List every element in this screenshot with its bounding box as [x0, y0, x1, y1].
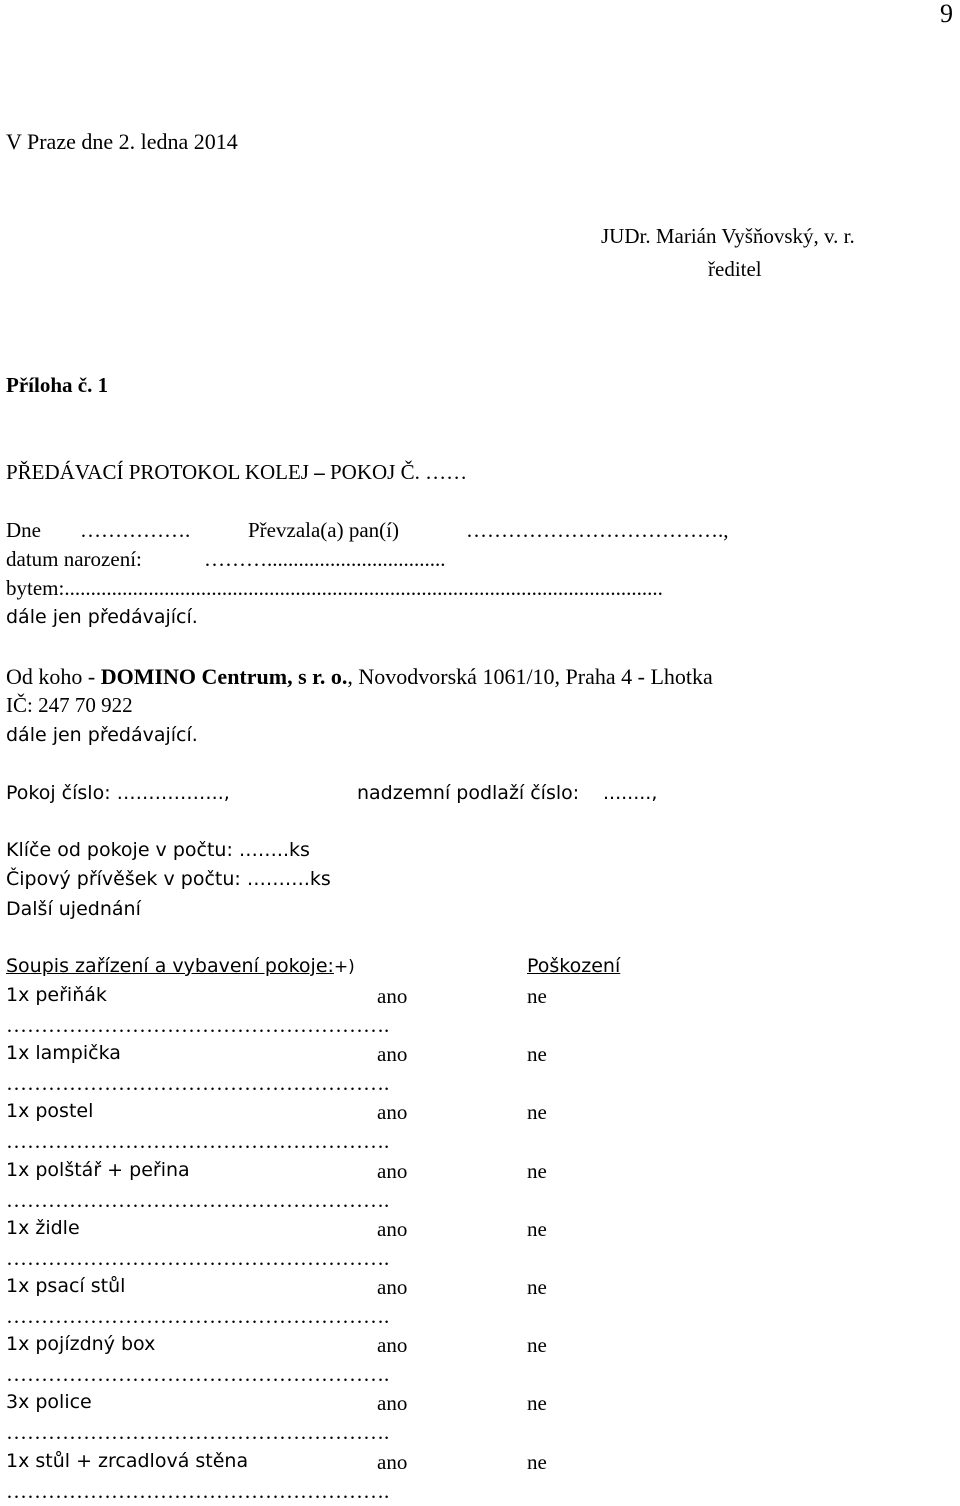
inventory-item-name: 1x židle — [6, 1216, 80, 1239]
inventory-header-right: Poškození — [527, 955, 621, 977]
inventory-yes-option[interactable]: ano — [377, 1042, 408, 1067]
inventory-no-option[interactable]: ne — [527, 1100, 547, 1125]
inventory-header — [6, 955, 951, 978]
inventory-notes-dots: ………………………………………………. — [6, 1362, 390, 1387]
inventory-no-option[interactable]: ne — [527, 1333, 547, 1358]
birth-dots: ……….................................. — [204, 547, 446, 571]
inventory-item-name: 1x psací stůl — [6, 1275, 126, 1297]
inventory-yes-option[interactable]: ano — [377, 1275, 408, 1299]
attachment-label — [6, 373, 108, 398]
inventory-item-name: 1x stůl + zrcadlová stěna — [6, 1449, 249, 1472]
keys-value: ……..ks — [238, 839, 310, 861]
inventory-no-option[interactable]: ne — [527, 1449, 547, 1474]
inventory-item-name: 1x postel — [6, 1100, 94, 1123]
date-label: Dne — [6, 518, 41, 542]
keys-line — [6, 839, 310, 862]
inventory-notes-dots: ………………………………………………. — [6, 1129, 390, 1154]
chip-value: ……….ks — [246, 868, 331, 890]
inventory-notes-dots: ………………………………………………. — [6, 1071, 390, 1096]
inventory-item-name: 1x pojízdný box — [6, 1333, 156, 1356]
birth-label: datum narození: — [6, 547, 142, 571]
inventory-no-option[interactable]: ne — [527, 1216, 547, 1241]
signatory-title: ředitel — [708, 257, 762, 281]
protocol-heading-suffix: POKOJ Č. …… — [324, 460, 468, 484]
birth-line — [6, 547, 951, 572]
inventory-yes-option[interactable]: ano — [377, 1391, 408, 1416]
chip-line — [6, 868, 331, 891]
from-party-role: dále jen předávající. — [6, 724, 198, 746]
inventory-yes-option[interactable]: ano — [377, 1333, 408, 1358]
company-name: DOMINO Centrum, s r. o. — [100, 664, 348, 689]
inventory-row — [6, 1450, 951, 1506]
inventory-row — [6, 1100, 951, 1156]
inventory-item-name: 3x police — [6, 1391, 92, 1414]
chip-label: Čipový přívěšek v počtu: — [6, 868, 247, 890]
inventory-no-option[interactable]: ne — [527, 1275, 547, 1299]
inventory-row — [6, 1159, 951, 1215]
floor-label: nadzemní podlaží číslo: — [357, 782, 580, 804]
company-address: , Novodvorská 1061/10, Praha 4 - Lhotka — [347, 664, 713, 689]
page-number: 9 — [940, 0, 953, 28]
floor-dots: ........, — [603, 782, 658, 804]
inventory-notes-dots: ………………………………………………. — [6, 1304, 390, 1328]
attachment-label-text: Příloha č. 1 — [6, 373, 109, 397]
inventory-item-name: 1x peřiňák — [6, 984, 107, 1006]
keys-label: Klíče od pokoje v počtu: — [6, 839, 239, 861]
inventory-row — [6, 1042, 951, 1098]
inventory-yes-option[interactable]: ano — [377, 1449, 408, 1474]
protocol-heading-dash: – — [314, 460, 325, 484]
inventory-row — [6, 1217, 951, 1273]
received-dots: ………………………………., — [466, 518, 729, 542]
address-dots: .................................................................................................................. — [64, 576, 663, 600]
other-arrangements: Další ujednání — [6, 898, 141, 920]
inventory-yes-option[interactable]: ano — [377, 984, 408, 1008]
room-line — [6, 782, 951, 805]
inventory-row — [6, 1333, 951, 1389]
inventory-no-option[interactable]: ne — [527, 984, 547, 1008]
inventory-header-left: Soupis zařízení a vybavení pokoje: — [6, 955, 334, 977]
date-dots: ……………. — [80, 518, 191, 542]
handover-date-line — [6, 518, 951, 543]
place-date: V Praze dne 2. ledna 2014 — [6, 129, 238, 154]
inventory-yes-option[interactable]: ano — [377, 1216, 408, 1241]
address-line — [6, 576, 663, 601]
protocol-heading — [6, 460, 467, 485]
inventory-notes-dots: ………………………………………………. — [6, 1187, 390, 1212]
handover-role: dále jen předávající. — [6, 606, 198, 628]
inventory-no-option[interactable]: ne — [527, 1158, 547, 1183]
received-by-label: Převzala(a) pan(í) — [248, 518, 399, 542]
protocol-heading-prefix: PŘEDÁVACÍ PROTOKOL KOLEJ — [6, 460, 315, 484]
inventory-row — [6, 1275, 951, 1331]
company-ic: IČ: 247 70 922 — [6, 693, 133, 717]
room-dots: …………….., — [116, 782, 230, 804]
inventory-yes-option[interactable]: ano — [377, 1158, 408, 1183]
inventory-row — [6, 984, 951, 1040]
inventory-no-option[interactable]: ne — [527, 1042, 547, 1067]
inventory-item-name: 1x polštář + peřina — [6, 1158, 190, 1181]
from-party-line — [6, 664, 713, 690]
inventory-notes-dots: ………………………………………………. — [6, 1245, 390, 1270]
inventory-header-note: +) — [333, 957, 355, 977]
inventory-no-option[interactable]: ne — [527, 1391, 547, 1416]
address-label: bytem: — [6, 576, 65, 600]
inventory-notes-dots: ………………………………………………. — [6, 1478, 390, 1503]
inventory-yes-option[interactable]: ano — [377, 1100, 408, 1125]
inventory-item-name: 1x lampička — [6, 1042, 121, 1065]
inventory-row — [6, 1391, 951, 1447]
inventory-notes-dots: ………………………………………………. — [6, 1420, 390, 1445]
signatory-name: JUDr. Marián Vyšňovský, v. r. — [601, 224, 855, 248]
inventory-notes-dots: ………………………………………………. — [6, 1013, 390, 1037]
from-label: Od koho - — [6, 664, 101, 689]
room-label: Pokoj číslo: — [6, 782, 117, 804]
